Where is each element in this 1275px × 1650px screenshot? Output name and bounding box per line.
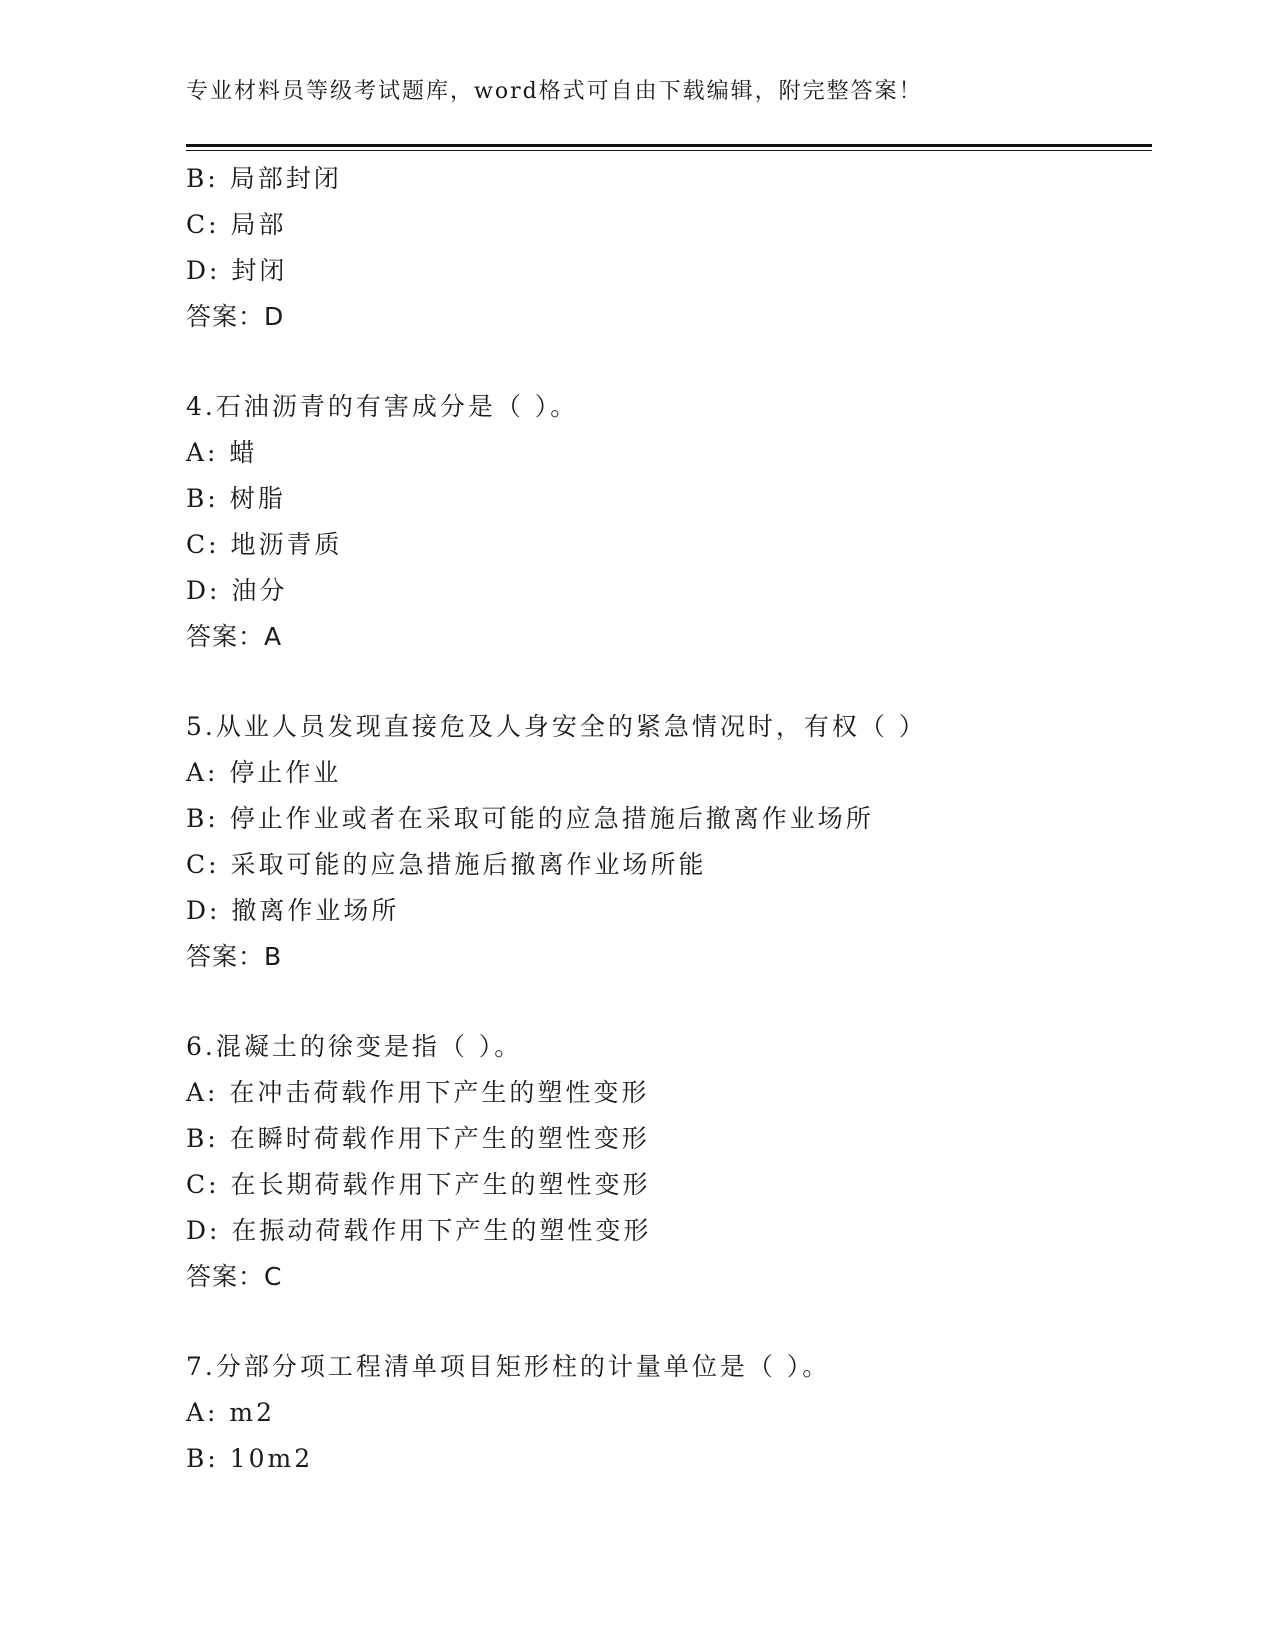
- question-7: [186, 1344, 1152, 1482]
- question-gap: [186, 660, 1152, 704]
- answer-line: 答案：D: [186, 302, 285, 331]
- option-a: A: 在冲击荷载作用下产生的塑性变形: [186, 1078, 650, 1107]
- option-d: D: 在振动荷载作用下产生的塑性变形: [186, 1216, 652, 1245]
- option-d: D: 封闭: [186, 256, 288, 285]
- option-c: C: 在长期荷载作用下产生的塑性变形: [186, 1170, 651, 1199]
- question-stem: 4.石油沥青的有害成分是（ ）。: [186, 392, 579, 421]
- option-b: B: 10m2: [186, 1444, 314, 1473]
- question-gap: [186, 1300, 1152, 1344]
- question-5: [186, 704, 1152, 980]
- page-header: 专业材料员等级考试题库，word格式可自由下载编辑，附完整答案！: [186, 79, 923, 104]
- option-b: B: 在瞬时荷载作用下产生的塑性变形: [186, 1124, 650, 1153]
- answer-line: 答案：C: [186, 1262, 283, 1291]
- question-stem: 5.从业人员发现直接危及人身安全的紧急情况时，有权（ ）: [186, 712, 927, 741]
- answer-line: 答案：A: [186, 622, 283, 651]
- answer-line: 答案：B: [186, 942, 283, 971]
- option-c: C: 地沥青质: [186, 530, 343, 559]
- question-gap: [186, 980, 1152, 1024]
- question-stem: 7.分部分项工程清单项目矩形柱的计量单位是（ ）。: [186, 1352, 831, 1381]
- option-a: A: 停止作业: [186, 758, 342, 787]
- question-stem: 6.混凝土的徐变是指（ ）。: [186, 1032, 523, 1061]
- option-b: B: 局部封闭: [186, 164, 342, 193]
- option-a: A: 蜡: [186, 438, 258, 467]
- header-rule-thin: [186, 150, 1152, 151]
- question-6: [186, 1024, 1152, 1300]
- option-b: B: 停止作业或者在采取可能的应急措施后撤离作业场所: [186, 804, 874, 833]
- option-b: B: 树脂: [186, 484, 286, 513]
- question-gap: [186, 340, 1152, 384]
- question-4: [186, 384, 1152, 660]
- option-d: D: 撤离作业场所: [186, 896, 400, 925]
- option-c: C: 采取可能的应急措施后撤离作业场所能: [186, 850, 707, 879]
- question-list: [186, 156, 1152, 1482]
- option-c: C: 局部: [186, 210, 287, 239]
- option-a: A: m2: [186, 1398, 276, 1427]
- header-rule-thick: [186, 144, 1152, 147]
- question-3-continued: [186, 156, 1152, 340]
- option-d: D: 油分: [186, 576, 288, 605]
